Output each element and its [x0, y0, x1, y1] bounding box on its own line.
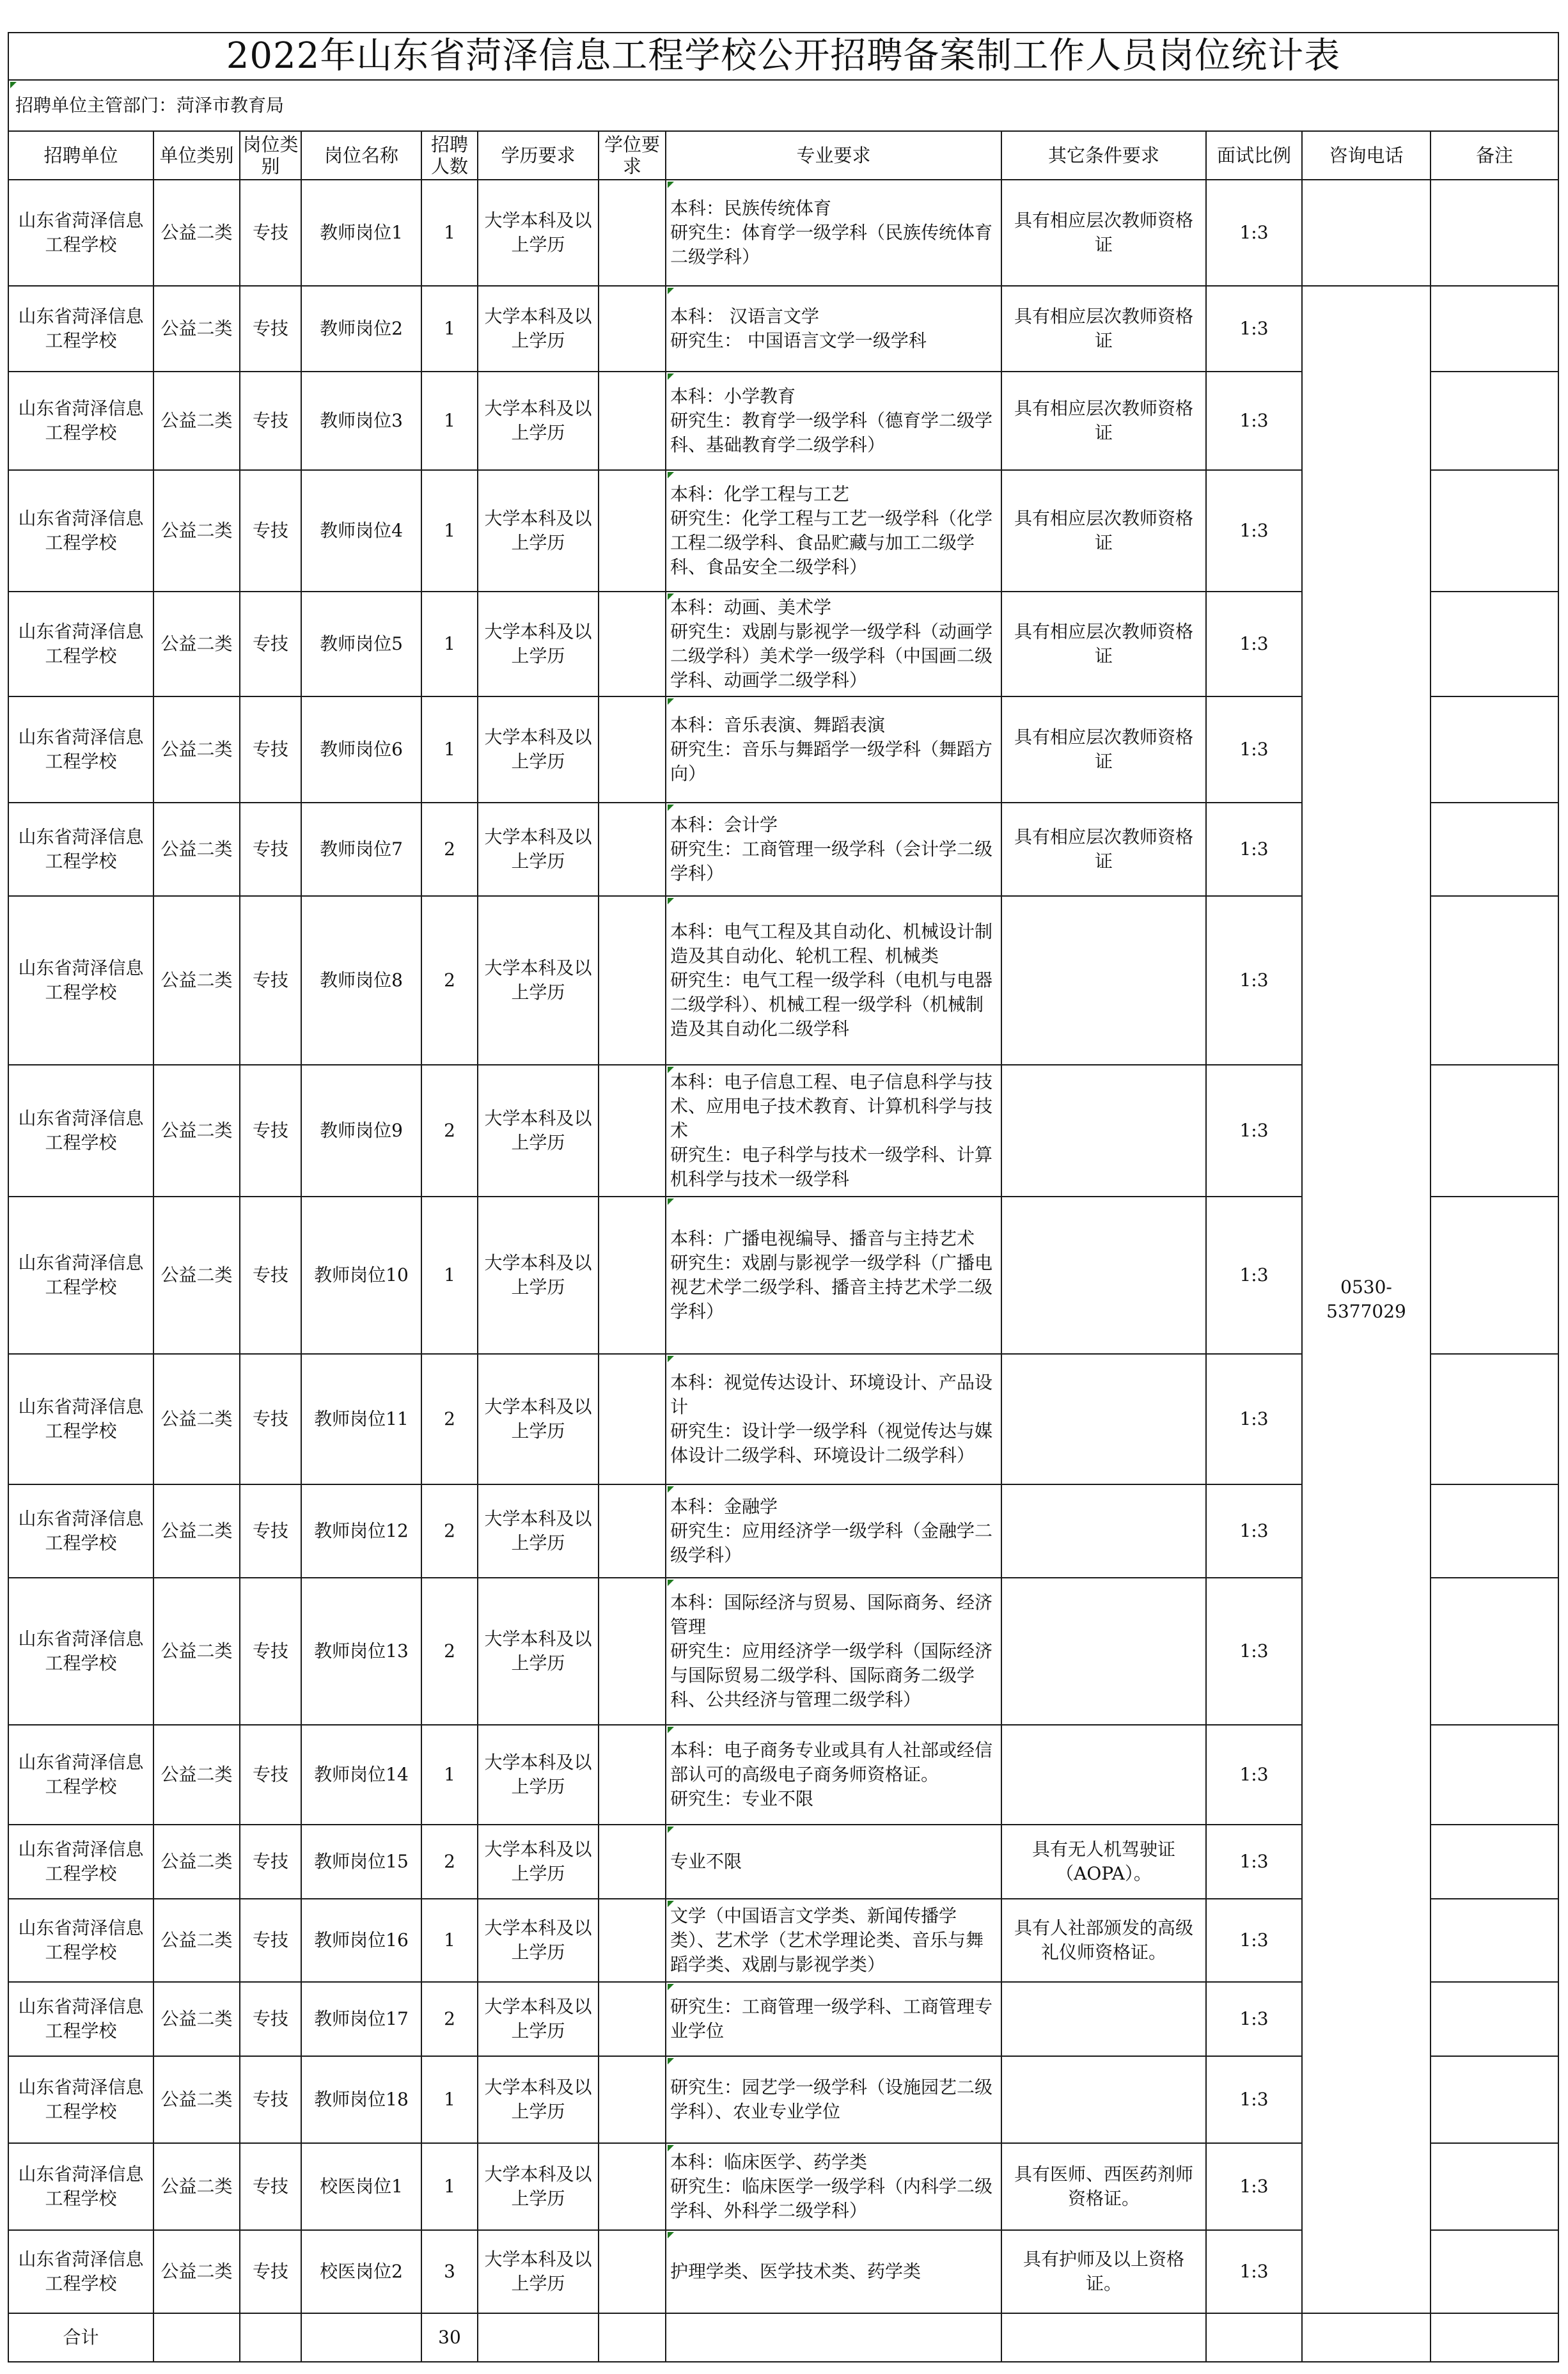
degree-cell [599, 803, 666, 896]
other-requirement-cell: 具有相应层次教师资格证 [1001, 803, 1206, 896]
column-header-other: 其它条件要求 [1001, 131, 1206, 180]
unit-type-cell: 公益二类 [153, 1484, 240, 1578]
unit-type-cell: 公益二类 [153, 1065, 240, 1197]
headcount-cell: 1 [421, 470, 478, 592]
note-cell [1431, 2143, 1558, 2230]
note-cell [1431, 896, 1558, 1065]
post-category-cell: 专技 [240, 1899, 301, 1982]
note-cell [1431, 180, 1558, 286]
consult-phone-cell-empty [1302, 180, 1431, 286]
post-name-cell: 教师岗位16 [301, 1899, 421, 1982]
major-requirement-cell: 本科：广播电视编导、播音与主持艺术 研究生：戏剧与影视学一级学科（广播电视艺术学二级学科、播音主持艺术学二级学科） [666, 1197, 1001, 1354]
post-category-cell: 专技 [240, 372, 301, 470]
interview-ratio-cell: 1:3 [1206, 372, 1302, 470]
post-name-cell: 教师岗位2 [301, 286, 421, 372]
post-name-cell: 校医岗位1 [301, 2143, 421, 2230]
major-requirement-cell: 本科：视觉传达设计、环境设计、产品设计 研究生：设计学一级学科（视觉传达与媒体设计二级学科、环境设计二级学科） [666, 1354, 1001, 1484]
degree-cell [599, 2056, 666, 2143]
headcount-cell: 2 [421, 1354, 478, 1484]
interview-ratio-cell: 1:3 [1206, 2230, 1302, 2313]
education-cell: 大学本科及以上学历 [478, 803, 599, 896]
major-requirement-cell: 本科：临床医学、药学类 研究生：临床医学一级学科（内科学二级学科、外科学二级学科） [666, 2143, 1001, 2230]
note-cell [1431, 2056, 1558, 2143]
unit-cell: 山东省菏泽信息工程学校 [8, 803, 153, 896]
table-row [8, 286, 1558, 372]
table-row [8, 180, 1558, 286]
column-header-ratio: 面试比例 [1206, 131, 1302, 180]
post-category-cell: 专技 [240, 696, 301, 803]
headcount-cell: 1 [421, 1725, 478, 1825]
total-empty-cell [478, 2313, 599, 2362]
column-header-num: 招聘人数 [421, 131, 478, 180]
education-cell: 大学本科及以上学历 [478, 2143, 599, 2230]
major-requirement-cell: 文学（中国语言文学类、新闻传播学类）、艺术学（艺术学理论类、音乐与舞蹈学类、戏剧与影视学类） [666, 1899, 1001, 1982]
post-name-cell: 教师岗位5 [301, 592, 421, 696]
other-requirement-cell: 具有人社部颁发的高级礼仪师资格证。 [1001, 1899, 1206, 1982]
interview-ratio-cell: 1:3 [1206, 592, 1302, 696]
note-cell [1431, 2230, 1558, 2313]
headcount-cell: 2 [421, 803, 478, 896]
unit-cell: 山东省菏泽信息工程学校 [8, 1825, 153, 1899]
headcount-cell: 2 [421, 896, 478, 1065]
note-cell [1431, 1982, 1558, 2056]
column-header-type: 单位类别 [153, 131, 240, 180]
unit-type-cell: 公益二类 [153, 470, 240, 592]
post-category-cell: 专技 [240, 1484, 301, 1578]
major-requirement-cell: 本科：电气工程及其自动化、机械设计制造及其自动化、轮机工程、机械类 研究生：电气工程一级学科（电机与电器二级学科）、机械工程一级学科（机械制造及其自动化二级学科 [666, 896, 1001, 1065]
headcount-cell: 1 [421, 592, 478, 696]
degree-cell [599, 1065, 666, 1197]
post-name-cell: 教师岗位1 [301, 180, 421, 286]
note-cell [1431, 696, 1558, 803]
degree-cell [599, 1825, 666, 1899]
degree-cell [599, 1982, 666, 2056]
interview-ratio-cell: 1:3 [1206, 803, 1302, 896]
total-label: 合计 [8, 2313, 153, 2362]
post-name-cell: 教师岗位8 [301, 896, 421, 1065]
post-category-cell: 专技 [240, 1354, 301, 1484]
other-requirement-cell: 具有无人机驾驶证（AOPA）。 [1001, 1825, 1206, 1899]
other-requirement-cell [1001, 896, 1206, 1065]
degree-cell [599, 1725, 666, 1825]
headcount-cell: 1 [421, 1899, 478, 1982]
column-header-edu: 学历要求 [478, 131, 599, 180]
education-cell: 大学本科及以上学历 [478, 1354, 599, 1484]
other-requirement-cell [1001, 1197, 1206, 1354]
degree-cell [599, 2143, 666, 2230]
major-requirement-cell: 本科：小学教育 研究生：教育学一级学科（德育学二级学科、基础教育学二级学科） [666, 372, 1001, 470]
column-header-note: 备注 [1431, 131, 1558, 180]
unit-cell: 山东省菏泽信息工程学校 [8, 1065, 153, 1197]
post-category-cell: 专技 [240, 2230, 301, 2313]
headcount-cell: 1 [421, 372, 478, 470]
post-category-cell: 专技 [240, 286, 301, 372]
degree-cell [599, 592, 666, 696]
education-cell: 大学本科及以上学历 [478, 896, 599, 1065]
page-title: 2022年山东省菏泽信息工程学校公开招聘备案制工作人员岗位统计表 [8, 33, 1558, 80]
interview-ratio-cell: 1:3 [1206, 696, 1302, 803]
column-header-phone: 咨询电话 [1302, 131, 1431, 180]
other-requirement-cell: 具有相应层次教师资格证 [1001, 286, 1206, 372]
unit-cell: 山东省菏泽信息工程学校 [8, 1354, 153, 1484]
department-line: 招聘单位主管部门：菏泽市教育局 [8, 80, 1558, 131]
column-header-major: 专业要求 [666, 131, 1001, 180]
total-empty-cell [1431, 2313, 1558, 2362]
post-name-cell: 教师岗位14 [301, 1725, 421, 1825]
interview-ratio-cell: 1:3 [1206, 2056, 1302, 2143]
degree-cell [599, 1354, 666, 1484]
column-header-cat: 岗位类别 [240, 131, 301, 180]
column-header-unit: 招聘单位 [8, 131, 153, 180]
post-category-cell: 专技 [240, 1578, 301, 1725]
education-cell: 大学本科及以上学历 [478, 1484, 599, 1578]
interview-ratio-cell: 1:3 [1206, 1197, 1302, 1354]
post-category-cell: 专技 [240, 896, 301, 1065]
interview-ratio-cell: 1:3 [1206, 1825, 1302, 1899]
major-requirement-cell: 本科： 汉语言文学 研究生： 中国语言文学一级学科 [666, 286, 1001, 372]
education-cell: 大学本科及以上学历 [478, 1065, 599, 1197]
post-name-cell: 教师岗位13 [301, 1578, 421, 1725]
other-requirement-cell: 具有医师、西医药剂师资格证。 [1001, 2143, 1206, 2230]
unit-cell: 山东省菏泽信息工程学校 [8, 372, 153, 470]
degree-cell [599, 180, 666, 286]
degree-cell [599, 470, 666, 592]
post-name-cell: 教师岗位4 [301, 470, 421, 592]
post-name-cell: 教师岗位3 [301, 372, 421, 470]
headcount-cell: 1 [421, 286, 478, 372]
major-requirement-cell: 研究生：园艺学一级学科（设施园艺二级学科）、农业专业学位 [666, 2056, 1001, 2143]
other-requirement-cell [1001, 1484, 1206, 1578]
total-empty-cell [153, 2313, 240, 2362]
unit-type-cell: 公益二类 [153, 803, 240, 896]
post-category-cell: 专技 [240, 180, 301, 286]
total-empty-cell [301, 2313, 421, 2362]
education-cell: 大学本科及以上学历 [478, 1197, 599, 1354]
education-cell: 大学本科及以上学历 [478, 2230, 599, 2313]
major-requirement-cell: 本科：民族传统体育 研究生：体育学一级学科（民族传统体育二级学科） [666, 180, 1001, 286]
major-requirement-cell: 本科：电子信息工程、电子信息科学与技术、应用电子技术教育、计算机科学与技术 研究生：电子科学与技术一级学科、计算机科学与技术一级学科 [666, 1065, 1001, 1197]
unit-type-cell: 公益二类 [153, 286, 240, 372]
post-category-cell: 专技 [240, 2056, 301, 2143]
total-empty-cell [599, 2313, 666, 2362]
other-requirement-cell: 具有相应层次教师资格证 [1001, 592, 1206, 696]
headcount-cell: 2 [421, 1578, 478, 1725]
unit-type-cell: 公益二类 [153, 1578, 240, 1725]
education-cell: 大学本科及以上学历 [478, 592, 599, 696]
interview-ratio-cell: 1:3 [1206, 1578, 1302, 1725]
note-cell [1431, 1825, 1558, 1899]
interview-ratio-cell: 1:3 [1206, 1982, 1302, 2056]
headcount-cell: 2 [421, 1484, 478, 1578]
interview-ratio-cell: 1:3 [1206, 1484, 1302, 1578]
headcount-cell: 2 [421, 1982, 478, 2056]
unit-cell: 山东省菏泽信息工程学校 [8, 2230, 153, 2313]
interview-ratio-cell: 1:3 [1206, 1065, 1302, 1197]
unit-type-cell: 公益二类 [153, 592, 240, 696]
post-category-cell: 专技 [240, 592, 301, 696]
unit-type-cell: 公益二类 [153, 372, 240, 470]
unit-type-cell: 公益二类 [153, 896, 240, 1065]
degree-cell [599, 1578, 666, 1725]
unit-cell: 山东省菏泽信息工程学校 [8, 180, 153, 286]
total-empty-cell [1302, 2313, 1431, 2362]
headcount-cell: 1 [421, 180, 478, 286]
note-cell [1431, 1578, 1558, 1725]
post-category-cell: 专技 [240, 1065, 301, 1197]
other-requirement-cell [1001, 2056, 1206, 2143]
unit-type-cell: 公益二类 [153, 2230, 240, 2313]
note-cell [1431, 372, 1558, 470]
degree-cell [599, 372, 666, 470]
unit-cell: 山东省菏泽信息工程学校 [8, 1982, 153, 2056]
interview-ratio-cell: 1:3 [1206, 470, 1302, 592]
interview-ratio-cell: 1:3 [1206, 1725, 1302, 1825]
unit-type-cell: 公益二类 [153, 1197, 240, 1354]
other-requirement-cell [1001, 1354, 1206, 1484]
post-category-cell: 专技 [240, 470, 301, 592]
major-requirement-cell: 本科：国际经济与贸易、国际商务、经济管理 研究生：应用经济学一级学科（国际经济与国际贸易二级学科、国际商务二级学科、公共经济与管理二级学科） [666, 1578, 1001, 1725]
unit-type-cell: 公益二类 [153, 1825, 240, 1899]
column-header-name: 岗位名称 [301, 131, 421, 180]
major-requirement-cell: 本科：化学工程与工艺 研究生：化学工程与工艺一级学科（化学工程二级学科、食品贮藏与加工二级学科、食品安全二级学科） [666, 470, 1001, 592]
education-cell: 大学本科及以上学历 [478, 1982, 599, 2056]
other-requirement-cell [1001, 1578, 1206, 1725]
education-cell: 大学本科及以上学历 [478, 1825, 599, 1899]
unit-type-cell: 公益二类 [153, 1725, 240, 1825]
post-name-cell: 教师岗位6 [301, 696, 421, 803]
post-name-cell: 教师岗位17 [301, 1982, 421, 2056]
other-requirement-cell: 具有相应层次教师资格证 [1001, 470, 1206, 592]
education-cell: 大学本科及以上学历 [478, 180, 599, 286]
consult-phone-cell: 0530-5377029 [1302, 286, 1431, 2313]
unit-type-cell: 公益二类 [153, 2143, 240, 2230]
major-requirement-cell: 本科：动画、美术学 研究生：戏剧与影视学一级学科（动画学二级学科）美术学一级学科（中国画二级学科、动画学二级学科） [666, 592, 1001, 696]
total-empty-cell [666, 2313, 1001, 2362]
education-cell: 大学本科及以上学历 [478, 1899, 599, 1982]
degree-cell [599, 2230, 666, 2313]
other-requirement-cell: 具有相应层次教师资格证 [1001, 372, 1206, 470]
unit-type-cell: 公益二类 [153, 180, 240, 286]
post-name-cell: 教师岗位7 [301, 803, 421, 896]
major-requirement-cell: 研究生：工商管理一级学科、工商管理专业学位 [666, 1982, 1001, 2056]
unit-cell: 山东省菏泽信息工程学校 [8, 1899, 153, 1982]
table-header-row [8, 131, 1558, 180]
post-name-cell: 教师岗位9 [301, 1065, 421, 1197]
headcount-cell: 1 [421, 696, 478, 803]
education-cell: 大学本科及以上学历 [478, 470, 599, 592]
headcount-cell: 3 [421, 2230, 478, 2313]
other-requirement-cell [1001, 1065, 1206, 1197]
note-cell [1431, 470, 1558, 592]
total-row [8, 2313, 1558, 2362]
post-name-cell: 教师岗位15 [301, 1825, 421, 1899]
interview-ratio-cell: 1:3 [1206, 180, 1302, 286]
education-cell: 大学本科及以上学历 [478, 1725, 599, 1825]
note-cell [1431, 1484, 1558, 1578]
degree-cell [599, 1484, 666, 1578]
note-cell [1431, 803, 1558, 896]
major-requirement-cell: 本科：金融学 研究生：应用经济学一级学科（金融学二级学科） [666, 1484, 1001, 1578]
post-category-cell: 专技 [240, 1825, 301, 1899]
headcount-cell: 1 [421, 2056, 478, 2143]
post-name-cell: 教师岗位11 [301, 1354, 421, 1484]
unit-type-cell: 公益二类 [153, 1354, 240, 1484]
unit-cell: 山东省菏泽信息工程学校 [8, 1725, 153, 1825]
recruitment-table-sheet [8, 32, 1558, 2362]
post-category-cell: 专技 [240, 803, 301, 896]
unit-cell: 山东省菏泽信息工程学校 [8, 696, 153, 803]
unit-cell: 山东省菏泽信息工程学校 [8, 470, 153, 592]
degree-cell [599, 696, 666, 803]
post-category-cell: 专技 [240, 1725, 301, 1825]
unit-type-cell: 公益二类 [153, 1899, 240, 1982]
headcount-cell: 1 [421, 1197, 478, 1354]
education-cell: 大学本科及以上学历 [478, 1578, 599, 1725]
other-requirement-cell: 具有相应层次教师资格证 [1001, 696, 1206, 803]
other-requirement-cell: 具有护师及以上资格证。 [1001, 2230, 1206, 2313]
degree-cell [599, 286, 666, 372]
post-name-cell: 教师岗位18 [301, 2056, 421, 2143]
post-name-cell: 教师岗位12 [301, 1484, 421, 1578]
unit-cell: 山东省菏泽信息工程学校 [8, 592, 153, 696]
total-empty-cell [240, 2313, 301, 2362]
unit-cell: 山东省菏泽信息工程学校 [8, 2143, 153, 2230]
note-cell [1431, 1354, 1558, 1484]
interview-ratio-cell: 1:3 [1206, 896, 1302, 1065]
column-header-degree: 学位要求 [599, 131, 666, 180]
degree-cell [599, 1899, 666, 1982]
major-requirement-cell: 本科：音乐表演、舞蹈表演 研究生：音乐与舞蹈学一级学科（舞蹈方向） [666, 696, 1001, 803]
education-cell: 大学本科及以上学历 [478, 286, 599, 372]
education-cell: 大学本科及以上学历 [478, 696, 599, 803]
major-requirement-cell: 本科：电子商务专业或具有人社部或经信部认可的高级电子商务师资格证。 研究生：专业不限 [666, 1725, 1001, 1825]
other-requirement-cell [1001, 1982, 1206, 2056]
unit-type-cell: 公益二类 [153, 2056, 240, 2143]
interview-ratio-cell: 1:3 [1206, 1899, 1302, 1982]
major-requirement-cell: 护理学类、医学技术类、药学类 [666, 2230, 1001, 2313]
total-empty-cell [1206, 2313, 1302, 2362]
major-requirement-cell: 专业不限 [666, 1825, 1001, 1899]
total-empty-cell [1001, 2313, 1206, 2362]
post-category-cell: 专技 [240, 1197, 301, 1354]
unit-type-cell: 公益二类 [153, 696, 240, 803]
unit-cell: 山东省菏泽信息工程学校 [8, 1484, 153, 1578]
headcount-cell: 1 [421, 2143, 478, 2230]
headcount-cell: 2 [421, 1825, 478, 1899]
headcount-cell: 2 [421, 1065, 478, 1197]
interview-ratio-cell: 1:3 [1206, 2143, 1302, 2230]
degree-cell [599, 1197, 666, 1354]
note-cell [1431, 286, 1558, 372]
unit-cell: 山东省菏泽信息工程学校 [8, 286, 153, 372]
unit-cell: 山东省菏泽信息工程学校 [8, 896, 153, 1065]
post-name-cell: 教师岗位10 [301, 1197, 421, 1354]
other-requirement-cell [1001, 1725, 1206, 1825]
post-category-cell: 专技 [240, 1982, 301, 2056]
unit-cell: 山东省菏泽信息工程学校 [8, 1197, 153, 1354]
interview-ratio-cell: 1:3 [1206, 286, 1302, 372]
note-cell [1431, 1197, 1558, 1354]
interview-ratio-cell: 1:3 [1206, 1354, 1302, 1484]
education-cell: 大学本科及以上学历 [478, 2056, 599, 2143]
total-headcount: 30 [421, 2313, 478, 2362]
major-requirement-cell: 本科：会计学 研究生：工商管理一级学科（会计学二级学科） [666, 803, 1001, 896]
other-requirement-cell: 具有相应层次教师资格证 [1001, 180, 1206, 286]
post-name-cell: 校医岗位2 [301, 2230, 421, 2313]
note-cell [1431, 1725, 1558, 1825]
education-cell: 大学本科及以上学历 [478, 372, 599, 470]
unit-cell: 山东省菏泽信息工程学校 [8, 1578, 153, 1725]
recruitment-table [8, 32, 1559, 2362]
post-category-cell: 专技 [240, 2143, 301, 2230]
unit-type-cell: 公益二类 [153, 1982, 240, 2056]
degree-cell [599, 896, 666, 1065]
note-cell [1431, 592, 1558, 696]
note-cell [1431, 1065, 1558, 1197]
note-cell [1431, 1899, 1558, 1982]
unit-cell: 山东省菏泽信息工程学校 [8, 2056, 153, 2143]
